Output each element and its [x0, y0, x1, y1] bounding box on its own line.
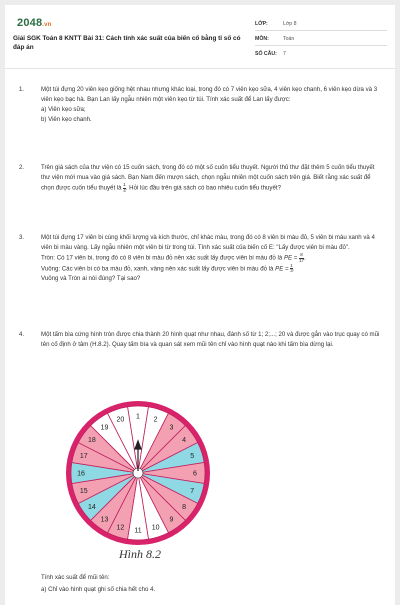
vuong-answer: Vuông: Các viên bi có ba màu đỏ, xanh, vàng nên xác suất lấy được viên bi màu đỏ là PE = $\frac{1}{3}$ .: [41, 262, 295, 274]
fraction: [290, 264, 293, 274]
page-title: Giải SGK Toán 8 KNTT Bài 31: Cách tính xác suất của biến cố bằng tỉ số có đáp án: [13, 35, 241, 51]
tron-text: Tròn: Có 17 viên bi, trong đó có 8 viên bi màu đỏ nên xác suất lấy được viên bi màu đỏ là: [41, 254, 283, 262]
header: [5, 5, 395, 63]
wheel-number: 15: [79, 488, 88, 496]
wheel-number: 5: [190, 452, 195, 460]
question-text: Một túi đựng 20 viên kẹo giống hệt nhau nhưng khác loại, trong đó có 7 viên kẹo sữa, 4 viên kẹo chanh, 6 viên kẹo dừa và 3 viên kẹo bạc hà. Bạn Lan lấy ngẫu nhiên một viên kẹo từ túi. Tính xác suất để Lan lấy được:: [41, 86, 378, 103]
question-text: [41, 163, 381, 194]
wheel-number: 10: [151, 524, 160, 532]
fraction: [299, 253, 304, 263]
question-body: [41, 330, 381, 350]
wheel-number: 20: [116, 416, 125, 424]
question-ask: Vuông và Tròn ai nói đúng? Tại sao?: [41, 275, 141, 283]
question-4-after: Tính xác suất để mũi tên:: [41, 574, 110, 581]
option-a: a) Viên kẹo sữa;: [41, 106, 86, 113]
header-divider: [5, 68, 395, 69]
question-text-end: . Hỏi lúc đầu trên giá sách có bao nhiêu cuốn tiểu thuyết?: [125, 184, 281, 192]
question-body: [41, 85, 381, 125]
wheel-number: 18: [87, 437, 96, 444]
wheel-number: 2: [153, 416, 158, 424]
meta-class-key: LỚP:: [255, 21, 268, 27]
wheel-number: 17: [79, 452, 88, 460]
question-4-option-a: a) Chỉ vào hình quạt ghi số chia hết cho 4.: [41, 586, 156, 593]
wheel-number: 6: [193, 470, 197, 478]
tron-answer: Tròn: Có 17 viên bi, trong đó có 8 viên bi màu đỏ nên xác suất lấy được viên bi màu đỏ là PE = $\frac{8}{17}$ .: [41, 252, 306, 263]
fraction-denominator: 3: [290, 268, 293, 274]
meta-subject-key: MÔN:: [255, 36, 269, 42]
wheel-number: 4: [182, 437, 187, 444]
vuong-text: Vuông: Các viên bi có ba màu đỏ, xanh, vàng nên xác suất lấy được viên bi màu đỏ là: [41, 265, 274, 273]
fraction-denominator: 17: [299, 257, 305, 263]
figure-caption: Hình 8.2: [119, 547, 161, 561]
wheel-number: 14: [87, 504, 96, 511]
question-number: 4.: [19, 331, 25, 338]
wheel-number: 19: [100, 424, 109, 432]
site-logo[interactable]: [17, 17, 52, 29]
vuong-pe: PE =: [275, 265, 289, 273]
logo-text: 2048: [17, 17, 43, 29]
question-body: [41, 233, 381, 284]
wheel-number: 16: [77, 470, 85, 478]
meta-divider: [255, 30, 387, 31]
question-text: Một tấm bìa cứng hình tròn được chia thành 20 hình quạt như nhau, đánh số từ 1; 2;...; 20 và được gắn vào trục quay có mũi tên cố định ở tâm (H.8.2). Quay tấm bìa và quan sát xem mũi tên chỉ vào hình quạt nào khi tấm bìa dừng lại.: [41, 331, 380, 348]
wheel-number: 13: [100, 516, 109, 524]
meta-count-key: SỐ CÂU:: [255, 51, 277, 57]
page: [5, 5, 395, 605]
spinner-wheel-figure: [63, 398, 213, 548]
wheel-number: 8: [182, 504, 187, 511]
question-body: [41, 163, 381, 194]
option-b: b) Viên kẹo chanh.: [41, 116, 92, 123]
fraction-denominator: 4: [123, 187, 126, 193]
wheel-number: 11: [134, 527, 142, 535]
wheel-number: 12: [116, 524, 125, 532]
wheel-number: 9: [169, 516, 174, 524]
question-number: 3.: [19, 234, 25, 241]
spinner-wheel: [63, 398, 213, 548]
question-number: 1.: [19, 86, 25, 93]
fraction-numerator: 8: [300, 252, 303, 257]
question-number: 2.: [19, 164, 25, 171]
meta-class-value: Lớp 8: [283, 21, 297, 27]
wheel-number: 7: [190, 488, 195, 496]
logo-suffix: .vn: [42, 22, 52, 28]
question-text-main: Trên giá sách của thư viện có 15 cuốn sách, trong đó có một số cuốn tiểu thuyết. Người thủ thư đặt thêm 5 cuốn tiểu thuyết thư viện mới mua vào giá sách. Bạn Nam đến mượn sách, chọn ngẫu nhiên một cuốn sách trên giá. Biết rằng xác suất để chọn được cuốn tiểu thuyết là: [41, 164, 375, 192]
fraction-numerator: 1: [290, 262, 293, 268]
wheel-number: 3: [169, 424, 174, 432]
tron-pe: PE =: [283, 254, 298, 262]
meta-divider: [255, 45, 387, 46]
meta-count-value: 7: [283, 51, 286, 57]
fraction-numerator: 1: [123, 182, 126, 187]
wheel-number: 1: [136, 413, 140, 421]
question-text: Một túi đựng 17 viên bi cùng khối lượng và kích thước, chỉ khác màu, trong đó có 8 viên bi màu đỏ, 5 viên bi màu xanh và 4 viên bi màu vàng. Lấy ngẫu nhiên một viên bi từ trong túi. Tính xác suất của biến cố E: "Lấy được viên bi màu đỏ".: [41, 234, 375, 251]
meta-subject-value: Toán: [283, 36, 295, 42]
